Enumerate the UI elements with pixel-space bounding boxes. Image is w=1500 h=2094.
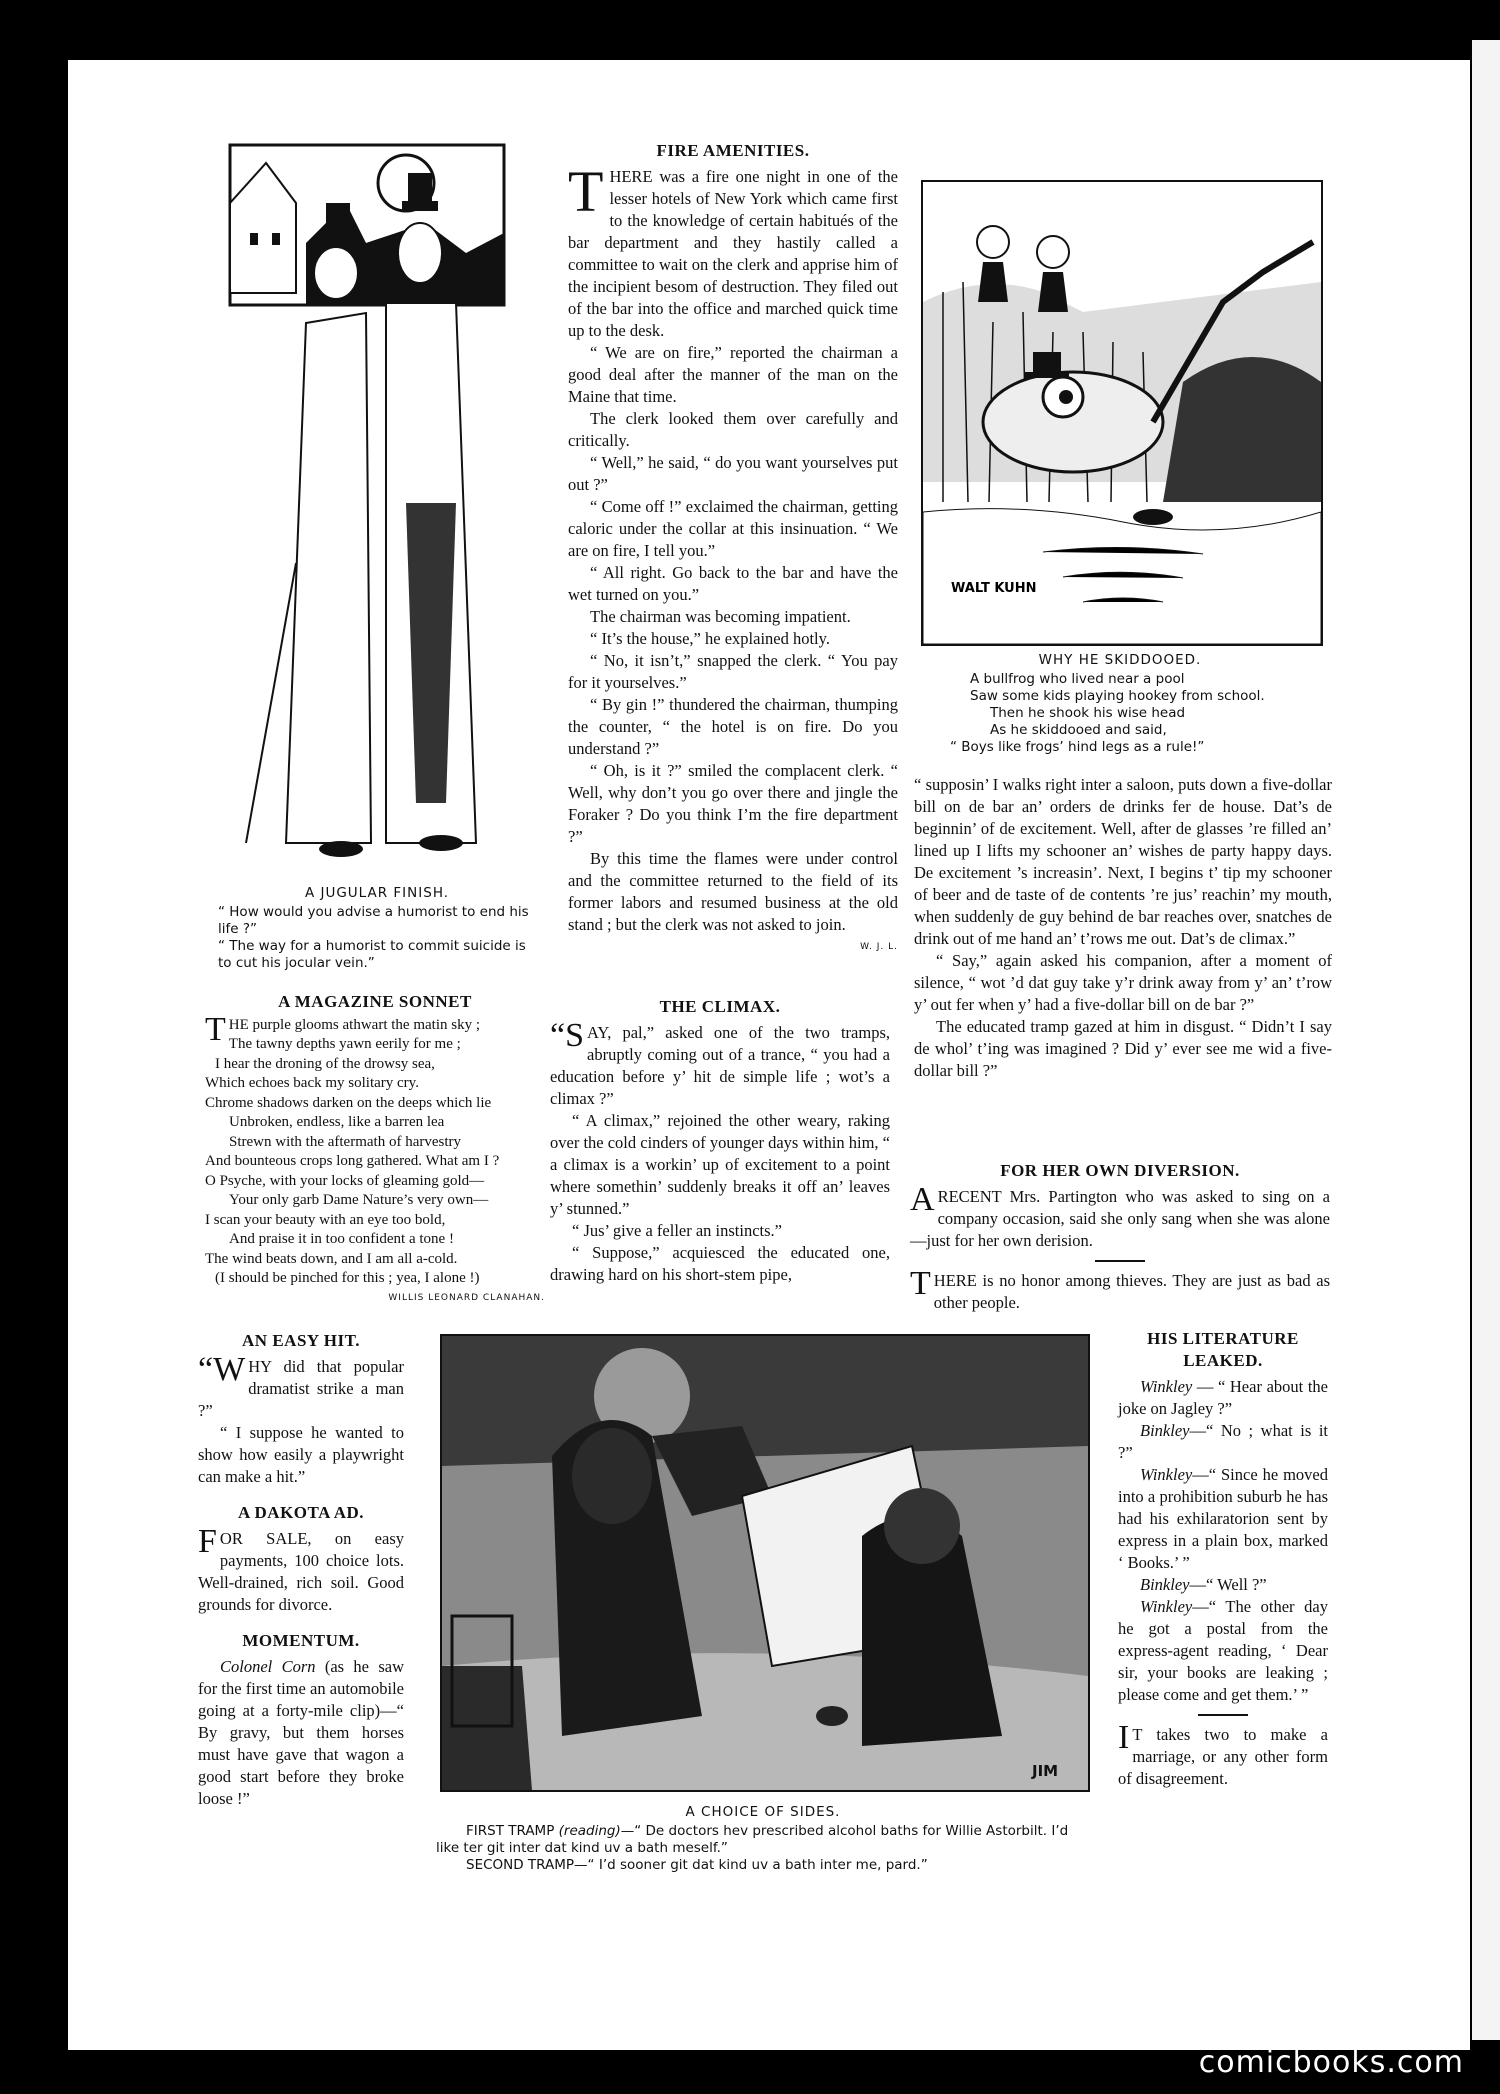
fire-p9: “ No, it isn’t,” snapped the clerk. “ You pay for it yourselves.” <box>568 651 898 692</box>
climax-p6: “ Say,” again asked his companion, after a moment of silence, “ wot ’d dat guy take y’r drink away from y’ an’ t’row y’ out fer when y’ had a five-dollar bill on de bar ?” <box>914 951 1332 1014</box>
fire-article <box>568 140 898 958</box>
sides-title: A CHOICE OF SIDES. <box>685 1804 841 1820</box>
fire-p10: “ By gin !” thundered the chairman, thumping the counter, “ the hotel is on fire. Do you understand ?” <box>568 695 898 758</box>
climax-p1: AY, pal,” asked one of the two tramps, abruptly coming out of a trance, “ you had a education before y’ hit de simple life ; wot’s a climax ?” <box>550 1023 890 1108</box>
dakota-p1: OR SALE, on easy payments, 100 choice lots. Well-drained, rich soil. Good grounds for divorce. <box>198 1529 404 1614</box>
momentum-name: Colonel Corn <box>220 1657 316 1676</box>
jugular-title: A JUGULAR FINISH. <box>304 885 450 901</box>
sides-caption <box>436 1804 1090 1874</box>
literature-w1-name: Winkley <box>1140 1377 1193 1396</box>
literature-w2-name: Winkley <box>1140 1465 1193 1484</box>
climax-title: THE CLIMAX. <box>659 997 781 1016</box>
climax-article-part2 <box>914 774 1332 1082</box>
tramps-artist-signature: JIM <box>1032 1762 1059 1780</box>
sonnet-line-11: I scan your beauty with an eye too bold, <box>205 1211 446 1228</box>
diversion-p1: RECENT Mrs. Partington who was asked to sing on a company occasion, said she only sang when she was alone—just for her own derision. <box>910 1187 1330 1250</box>
marriage-dropcap: I <box>1118 1719 1130 1756</box>
sonnet-line-12: And praise it in too confident a tone ! <box>229 1231 454 1247</box>
literature-w2: —“ Since he moved into a prohibition suburb he has had his exhilaratorion sent by express in a plain box, marked ‘ Books.’ ” <box>1118 1465 1328 1572</box>
thieves-dropcap: T <box>910 1265 931 1302</box>
sonnet-line-6: Unbroken, endless, like a barren lea <box>229 1114 445 1130</box>
divider-rule <box>1095 1260 1145 1262</box>
watermark-text: comicbooks.com <box>1198 2045 1464 2080</box>
frog-illustration <box>921 180 1323 646</box>
sonnet-title: A MAGAZINE SONNET <box>278 992 472 1011</box>
jugular-illustration <box>226 143 508 863</box>
literature-b1: —“ No ; what is it ?” <box>1118 1421 1328 1462</box>
literature-w3: —“ The other day he got a postal from the express-agent reading, ‘ Dear sir, your books are leaking ; please come and get them.’ ” <box>1118 1597 1328 1704</box>
momentum-p1: (as he saw for the first time an automobile going at a forty-mile clip)—“ By gravy, but them horses must have gave that wagon a good start before they broke loose !” <box>198 1657 404 1808</box>
momentum-title: MOMENTUM. <box>242 1631 360 1650</box>
fire-p7: The chairman was becoming impatient. <box>590 607 851 626</box>
fire-p6: “ All right. Go back to the bar and have the wet turned on you.” <box>568 563 898 604</box>
frog-artist-signature: WALT KUHN <box>951 581 1037 596</box>
sonnet-line-8: And bounteous crops long gathered. What am I ? <box>205 1153 500 1169</box>
dakota-dropcap: F <box>198 1523 217 1560</box>
sides-tramp1: FIRST TRAMP <box>466 1823 555 1839</box>
fire-p3: The clerk looked them over carefully and critically. <box>568 409 898 450</box>
sonnet-line-5: Chrome shadows darken on the deeps which lie <box>205 1094 492 1111</box>
climax-article-part1 <box>550 996 890 1286</box>
dakota-title: A DAKOTA AD. <box>237 1503 365 1522</box>
sonnet-line-3: I hear the droning of the drowsy sea, <box>215 1055 435 1072</box>
skiddooed-line5: “ Boys like frogs’ hind legs as a rule!” <box>950 739 1205 755</box>
skiddooed-line2: Saw some kids playing hookey from school. <box>970 688 1265 704</box>
jugular-answer: “ The way for a humorist to commit suicide is to cut his jocular vein.” <box>218 938 526 971</box>
sonnet-poem <box>205 992 545 1308</box>
diversion-title: FOR HER OWN DIVERSION. <box>1000 1161 1240 1180</box>
sonnet-line-10: Your only garb Dame Nature’s very own— <box>229 1192 489 1208</box>
climax-p2: “ A climax,” rejoined the other weary, raking over the cold cinders of younger days within him, “ a climax is a workin’ up of excitement to a point where somethin’ suddenly breaks it off an’ leaves y’ stunned.” <box>550 1111 890 1218</box>
literature-b2: —“ Well ?” <box>1189 1575 1267 1594</box>
sonnet-dropcap: T <box>205 1010 226 1048</box>
literature-b1-name: Binkley <box>1140 1421 1190 1440</box>
fire-p2: “ We are on fire,” reported the chairman a good deal after the manner of the man on the Maine that time. <box>568 343 898 406</box>
fire-p5: “ Come off !” exclaimed the chairman, getting caloric under the collar at this insinuation. “ We are on fire, I tell you.” <box>568 497 898 560</box>
sides-tramp2: SECOND TRAMP <box>466 1857 575 1873</box>
climax-p3: “ Jus’ give a feller an instincts.” <box>572 1221 782 1240</box>
literature-w1: — “ Hear about the joke on Jagley ?” <box>1118 1377 1328 1418</box>
sonnet-line-14: (I should be pinched for this ; yea, I alone !) <box>215 1270 480 1286</box>
sides-line1: —“ De doctors hev prescribed alcohol baths for Willie Astorbilt. I’d like ter git inter dat kind uv a bath meself.” <box>436 1823 1069 1856</box>
left-bottom-column <box>198 1330 404 1810</box>
sides-reading: (reading) <box>558 1823 621 1839</box>
literature-divider <box>1198 1714 1248 1716</box>
easyhit-title: AN EASY HIT. <box>242 1331 360 1350</box>
skiddooed-caption <box>940 652 1300 756</box>
sonnet-line-7: Strewn with the aftermath of harvestry <box>229 1133 462 1150</box>
diversion-dropcap: A <box>910 1181 935 1218</box>
climax-p4: “ Suppose,” acquiesced the educated one, drawing hard on his short-stem pipe, <box>550 1243 890 1284</box>
easyhit-p1: HY did that popular dramatist strike a man ?” <box>198 1357 404 1420</box>
sonnet-signature: WILLIS LEONARD CLANAHAN. <box>388 1292 545 1303</box>
fire-dropcap: T <box>568 159 604 224</box>
climax-p7: The educated tramp gazed at him in disgust. “ Didn’t I say de whol’ t’ing was imagined ? Did y’ ever see me wid a five-dollar bill ?” <box>914 1017 1332 1080</box>
sonnet-line-13: The wind beats down, and I am all a-cold. <box>205 1250 458 1267</box>
fire-p4: “ Well,” he said, “ do you want yourselves put out ?” <box>568 453 898 494</box>
skiddooed-line4: As he skiddooed and said, <box>990 722 1167 738</box>
right-bottom-column <box>1118 1328 1328 1790</box>
climax-dropcap: “S <box>550 1017 584 1054</box>
sonnet-line-4: Which echoes back my solitary cry. <box>205 1075 419 1091</box>
sonnet-line-1: HE purple glooms athwart the matin sky ; <box>228 1016 480 1033</box>
sonnet-line-2: The tawny depths yawn eerily for me ; <box>228 1036 461 1052</box>
sides-line2: —“ I’d sooner git dat kind uv a bath inter me, pard.” <box>574 1857 928 1873</box>
literature-title: HIS LITERATURE LEAKED. <box>1147 1329 1299 1370</box>
easyhit-p2: “ I suppose he wanted to show how easily a playwright can make a hit.” <box>198 1423 404 1486</box>
sonnet-line-9: O Psyche, with your locks of gleaming gold— <box>205 1172 485 1189</box>
tramps-illustration <box>440 1334 1090 1792</box>
fire-signature: W. J. L. <box>860 942 898 952</box>
fire-p11: “ Oh, is it ?” smiled the complacent clerk. “ Well, why don’t you go over there and jingle the Foraker ? Do you think I’m the fire department ?” <box>568 761 898 846</box>
easyhit-dropcap: “W <box>198 1351 246 1388</box>
fire-p8: “ It’s the house,” he explained hotly. <box>590 629 830 648</box>
diversion-article <box>910 1160 1330 1314</box>
jugular-question: “ How would you advise a humorist to end his life ?” <box>218 904 529 937</box>
skiddooed-line3: Then he shook his wise head <box>990 705 1186 721</box>
literature-w3-name: Winkley <box>1140 1597 1193 1616</box>
marriage-p1: T takes two to make a marriage, or any other form of disagreement. <box>1118 1725 1328 1788</box>
skiddooed-line1: A bullfrog who lived near a pool <box>970 671 1185 687</box>
jugular-caption <box>218 885 536 972</box>
adjacent-page-edge <box>1472 40 1500 2040</box>
literature-b2-name: Binkley <box>1140 1575 1190 1594</box>
thieves-p1: HERE is no honor among thieves. They are just as bad as other people. <box>933 1271 1330 1312</box>
skiddooed-title: WHY HE SKIDDOOED. <box>1038 652 1202 668</box>
fire-p1: HERE was a fire one night in one of the lesser hotels of New York which came first to the knowledge of certain habitués of the bar department and they hastily called a committee to wait on the clerk and apprise him of the incipient besom of destruction. They filed out of the bar into the office and marched quick time up to the desk. <box>568 167 898 340</box>
climax-p5: “ supposin’ I walks right inter a saloon, puts down a five-dollar bill on de bar an’ orders de drinks fer de house. Dat’s de beginnin’ of de excitement. Well, after de glasses ’re filled an’ lined up I lifts my schooner an’ wishes de party happy days. De excitement ’s increasin’. Next, I begins t’ tip my schooner of beer and de taste of de contents ’re jus’ reachin’ my mouth, when suddenly de guy behind de bar reaches over, snatches de drink out of me hand an’ t’rows me out. Dat’s de climax.” <box>914 775 1332 948</box>
fire-p12: By this time the flames were under control and the committee returned to the field of its former labors and resumed business at the old stand ; but the clerk was not asked to join. <box>568 849 898 934</box>
fire-title: FIRE AMENITIES. <box>656 141 810 160</box>
